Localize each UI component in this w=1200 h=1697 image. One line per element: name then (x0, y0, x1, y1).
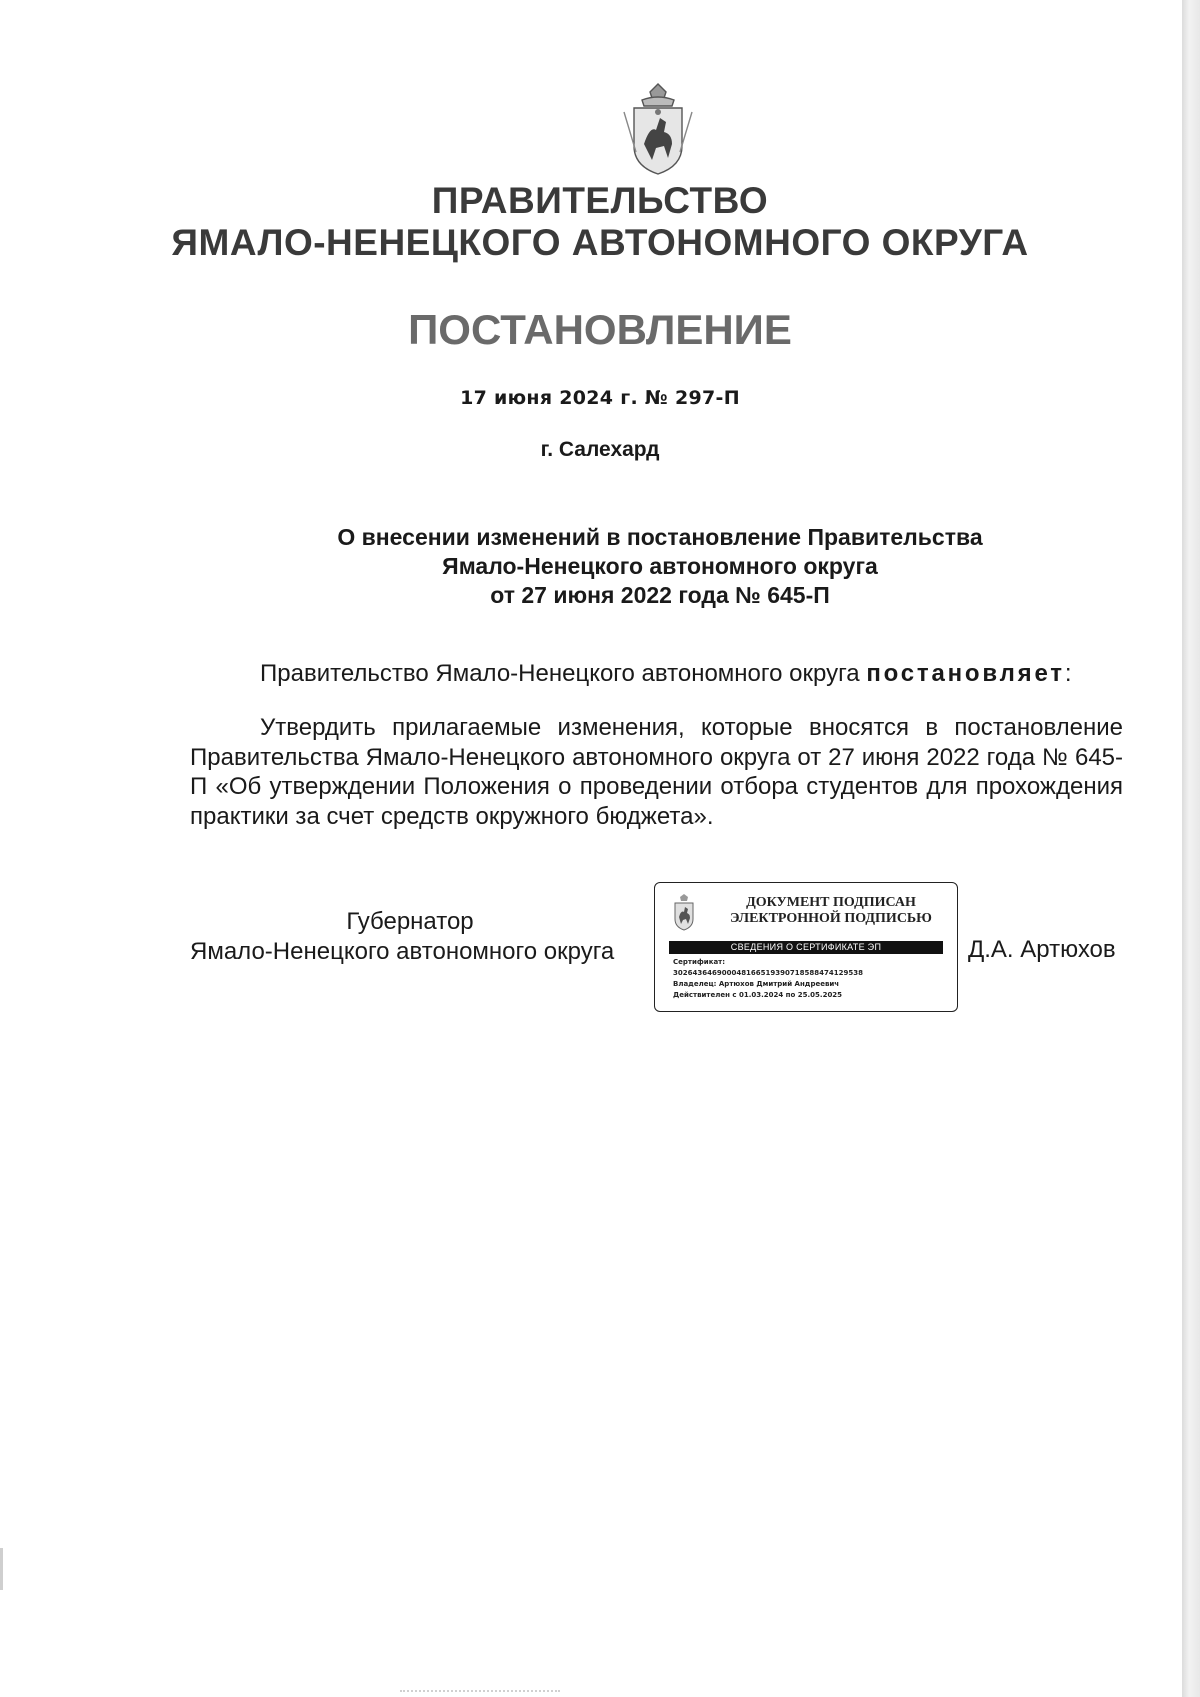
document-subject (240, 523, 1080, 610)
org-title-line1: ПРАВИТЕЛЬСТВО (431, 180, 769, 221)
certificate-owner: Владелец: Артюхов Дмитрий Андреевич (673, 980, 840, 988)
stamp-title-line1: ДОКУМЕНТ ПОДПИСАН (746, 895, 916, 910)
org-title-line2: ЯМАЛО-НЕНЕЦКОГО АВТОНОМНОГО ОКРУГА (171, 222, 1029, 263)
city: г. Салехард (540, 438, 660, 461)
scan-mark (0, 1548, 3, 1590)
certificate-number: 302643646900048166519390718588474129538 (673, 969, 863, 977)
preamble-text: Правительство Ямало-Ненецкого автономного округа (260, 660, 867, 687)
stamp-emblem-icon (669, 893, 699, 931)
resolution-preamble (190, 659, 1123, 689)
preamble-keyword: постановляет (866, 660, 1065, 687)
document-type: ПОСТАНОВЛЕНИЕ (408, 306, 792, 353)
resolution-body: Утвердить прилагаемые изменения, которые вносятся в постановление Правительства Ямало-Ненецкого автономного округа от 27 июня 2022 года № 645-П «Об утверждении Положения о проведении отбора студентов для прохождения практики за счет средств окружного бюджета». (190, 714, 1123, 830)
stamp-title (713, 895, 949, 927)
signatory-position: Губернатор (346, 908, 474, 935)
signatory-name: Д.А. Артюхов (968, 936, 1116, 963)
signatory-title (190, 907, 640, 967)
certificate-validity: Действителен с 01.03.2024 по 25.05.2025 (673, 991, 843, 999)
coat-of-arms-icon (620, 82, 696, 178)
certificate-label: Сертификат: (673, 958, 726, 966)
subject-line2: Ямало-Ненецкого автономного округа (442, 553, 878, 579)
certificate-info-bar: СВЕДЕНИЯ О СЕРТИФИКАТЕ ЭП (669, 941, 943, 954)
scan-mark-bottom (400, 1690, 560, 1694)
electronic-signature-stamp (654, 882, 958, 1012)
preamble-colon: : (1064, 660, 1072, 687)
subject-line1: О внесении изменений в постановление Правительства (337, 524, 983, 550)
signatory-region: Ямало-Ненецкого автономного округа (190, 938, 615, 965)
subject-line3: от 27 июня 2022 года № 645-П (490, 582, 830, 608)
date-and-number: 17 июня 2024 г. № 297-П (460, 387, 740, 409)
stamp-title-line2: ЭЛЕКТРОННОЙ ПОДПИСЬЮ (730, 911, 932, 926)
